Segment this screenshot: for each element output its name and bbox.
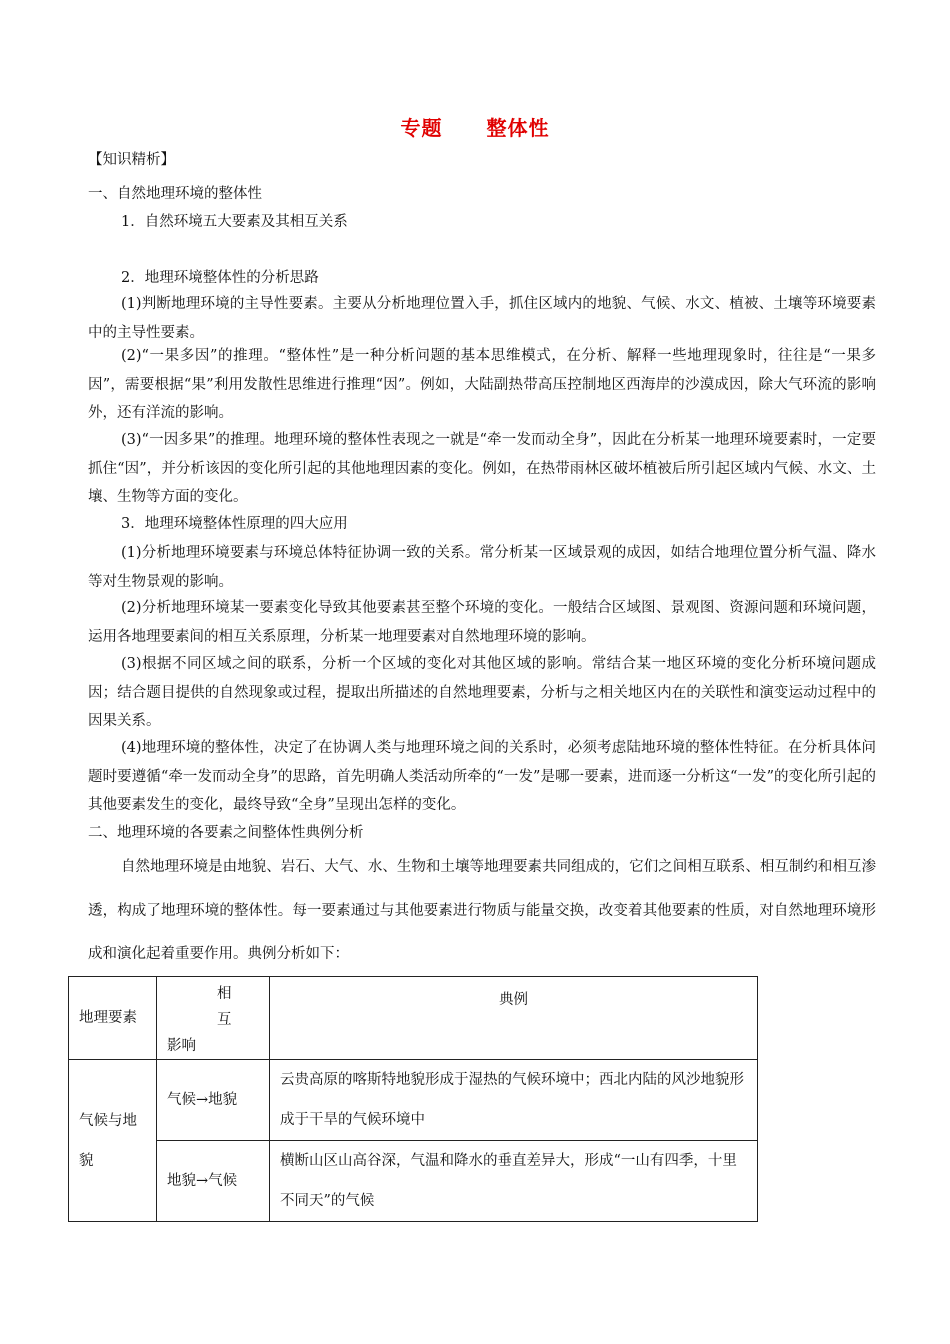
item-1: 1．自然环境五大要素及其相互关系 xyxy=(121,214,348,230)
example-cell: 横断山区山高谷深，气温和降水的垂直差异大，形成“一山有四季，十里不同天”的气候 xyxy=(270,1141,758,1222)
paragraph-2-1: (1)判断地理环境的主导性要素。主要从分析地理位置入手，抓住区域内的地貌、气候、水文、植被、土壤等环境要素中的主导性要素。 xyxy=(88,296,876,341)
paragraph-3-4: (4)地理环境的整体性，决定了在协调人类与地理环境之间的关系时，必须考虑陆地环境的整体性特征。在分析具体问题时要遵循“牵一发而动全身”的思路，首先明确人类活动所牵的“一发”是哪一要素，进而逐一分析这“一发”的变化所引起的其他要素发生的变化，最终导致“全身”呈现出怎样的变化。 xyxy=(88,740,876,813)
header-relation-line-1: 相互 xyxy=(217,986,246,1028)
heading-2: 二、地理环境的各要素之间整体性典例分析 xyxy=(88,825,364,841)
title-part-1: 专题 xyxy=(400,116,443,140)
title-part-2: 整体性 xyxy=(486,116,550,140)
example-cell: 云贵高原的喀斯特地貌形成于湿热的气候环境中；西北内陆的风沙地貌形成于干旱的气候环境中 xyxy=(270,1060,758,1141)
heading-1: 一、自然地理环境的整体性 xyxy=(88,186,262,202)
intro-paragraph: 自然地理环境是由地貌、岩石、大气、水、生物和土壤等地理要素共同组成的，它们之间相互联系、相互制约和相互渗透，构成了地理环境的整体性。每一要素通过与其他要素进行物质与能量交换，改变着其他要素的性质，对自然地理环境形成和演化起着重要作用。典例分析如下： xyxy=(88,859,876,962)
paragraph-3-3: (3)根据不同区域之间的联系，分析一个区域的变化对其他区域的影响。常结合某一地区环境的变化分析环境问题成因；结合题目提供的自然现象或过程，提取出所描述的自然地理要素，分析与之相关地区内在的关联性和演变运动过程中的因果关系。 xyxy=(88,656,876,729)
table-header-row xyxy=(69,977,758,1060)
paragraph-2-3: (3)“一因多果”的推理。地理环境的整体性表现之一就是“牵一发而动全身”，因此在分析某一地理环境要素时，一定要抓住“因”，并分析该因的变化所引起的其他地理因素的变化。例如，在热带雨林区破坏植被后所引起区域内气候、水文、土壤、生物等方面的变化。 xyxy=(88,432,876,505)
section-tag: 【知识精析】 xyxy=(88,152,175,168)
page-title xyxy=(0,112,950,141)
header-relation-line-2: 影响 xyxy=(167,1038,196,1054)
group-cell: 气候与地貌 xyxy=(69,1060,157,1222)
header-relation xyxy=(157,977,270,1060)
item-3: 3．地理环境整体性原理的四大应用 xyxy=(121,516,348,532)
paragraph-2-2: (2)“一果多因”的推理。“整体性”是一种分析问题的基本思维模式，在分析、解释一些地理现象时，往往是“一果多因”，需要根据“果”利用发散性思维进行推理“因”。例如，大陆副热带高压控制地区西海岸的沙漠成因，除大气环流的影响外，还有洋流的影响。 xyxy=(88,348,876,421)
table-row xyxy=(69,1141,758,1222)
item-2: 2．地理环境整体性的分析思路 xyxy=(121,270,319,286)
example-table xyxy=(68,976,758,1222)
paragraph-3-2: (2)分析地理环境某一要素变化导致其他要素甚至整个环境的变化。一般结合区域图、景观图、资源问题和环境问题，运用各地理要素间的相互关系原理，分析某一地理要素对自然地理环境的影响。 xyxy=(88,600,876,645)
relation-cell: 地貌→气候 xyxy=(157,1141,270,1222)
paragraph-3-1: (1)分析地理环境要素与环境总体特征协调一致的关系。常分析某一区域景观的成因，如结合地理位置分析气温、降水等对生物景观的影响。 xyxy=(88,545,876,590)
relation-cell: 气候→地貌 xyxy=(157,1060,270,1141)
table-row xyxy=(69,1060,758,1141)
header-example: 典例 xyxy=(270,977,758,1060)
header-element: 地理要素 xyxy=(69,977,157,1060)
